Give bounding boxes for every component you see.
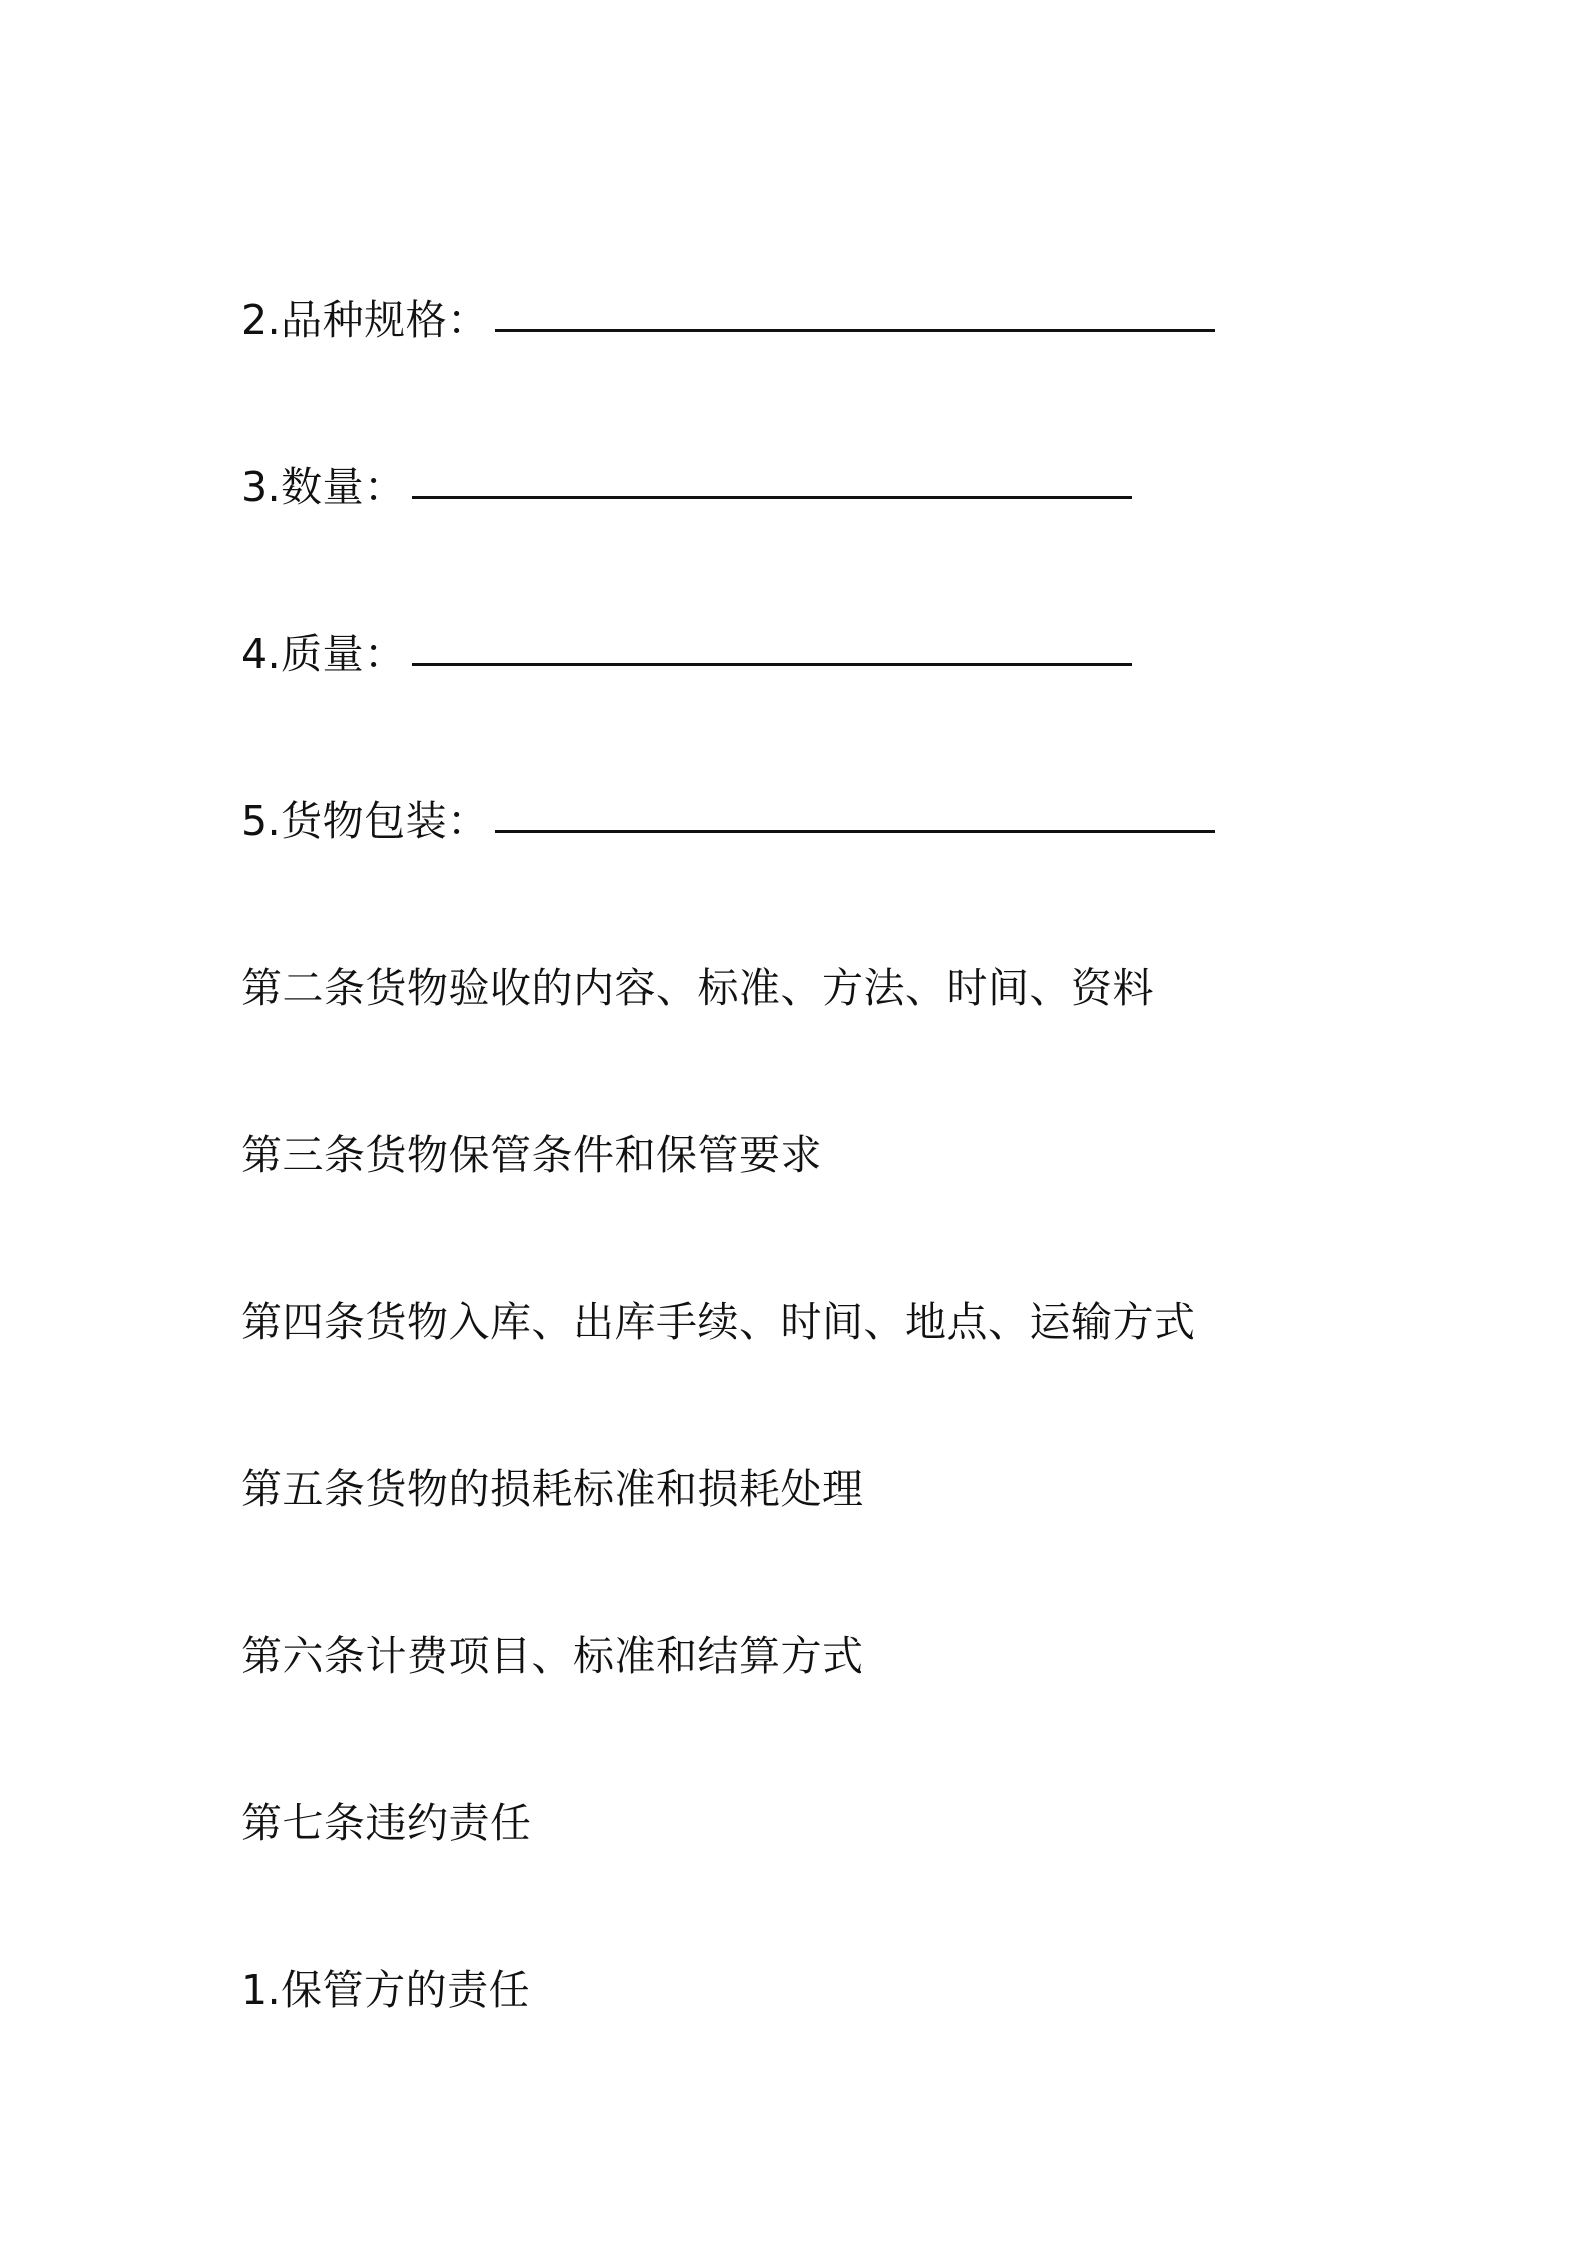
item-quality: [241, 626, 1132, 682]
item-variety-spec-label: 2.品种规格：: [241, 296, 489, 344]
variety-spec-blank-field[interactable]: [495, 329, 1215, 332]
article-7-heading: 第七条违约责任: [241, 1799, 532, 1847]
article-2-heading: 第二条货物验收的内容、标准、方法、时间、资料: [241, 964, 1154, 1012]
quality-blank-field[interactable]: [412, 663, 1132, 666]
item-quality-label: 4.质量：: [241, 630, 406, 678]
item-quantity-label: 3.数量：: [241, 463, 406, 511]
item-packaging-label: 5.货物包装：: [241, 797, 489, 845]
item-quantity: [241, 459, 1132, 515]
article-5-heading: 第五条货物的损耗标准和损耗处理: [241, 1465, 864, 1513]
article-3-heading: 第三条货物保管条件和保管要求: [241, 1131, 822, 1179]
packaging-blank-field[interactable]: [495, 830, 1215, 833]
item-packaging: [241, 793, 1215, 849]
article-6-heading: 第六条计费项目、标准和结算方式: [241, 1632, 864, 1680]
quantity-blank-field[interactable]: [412, 496, 1132, 499]
item-variety-spec: [241, 292, 1215, 348]
article-4-heading: 第四条货物入库、出库手续、时间、地点、运输方式: [241, 1298, 1196, 1346]
custodian-liability-heading: 1.保管方的责任: [241, 1966, 531, 2014]
